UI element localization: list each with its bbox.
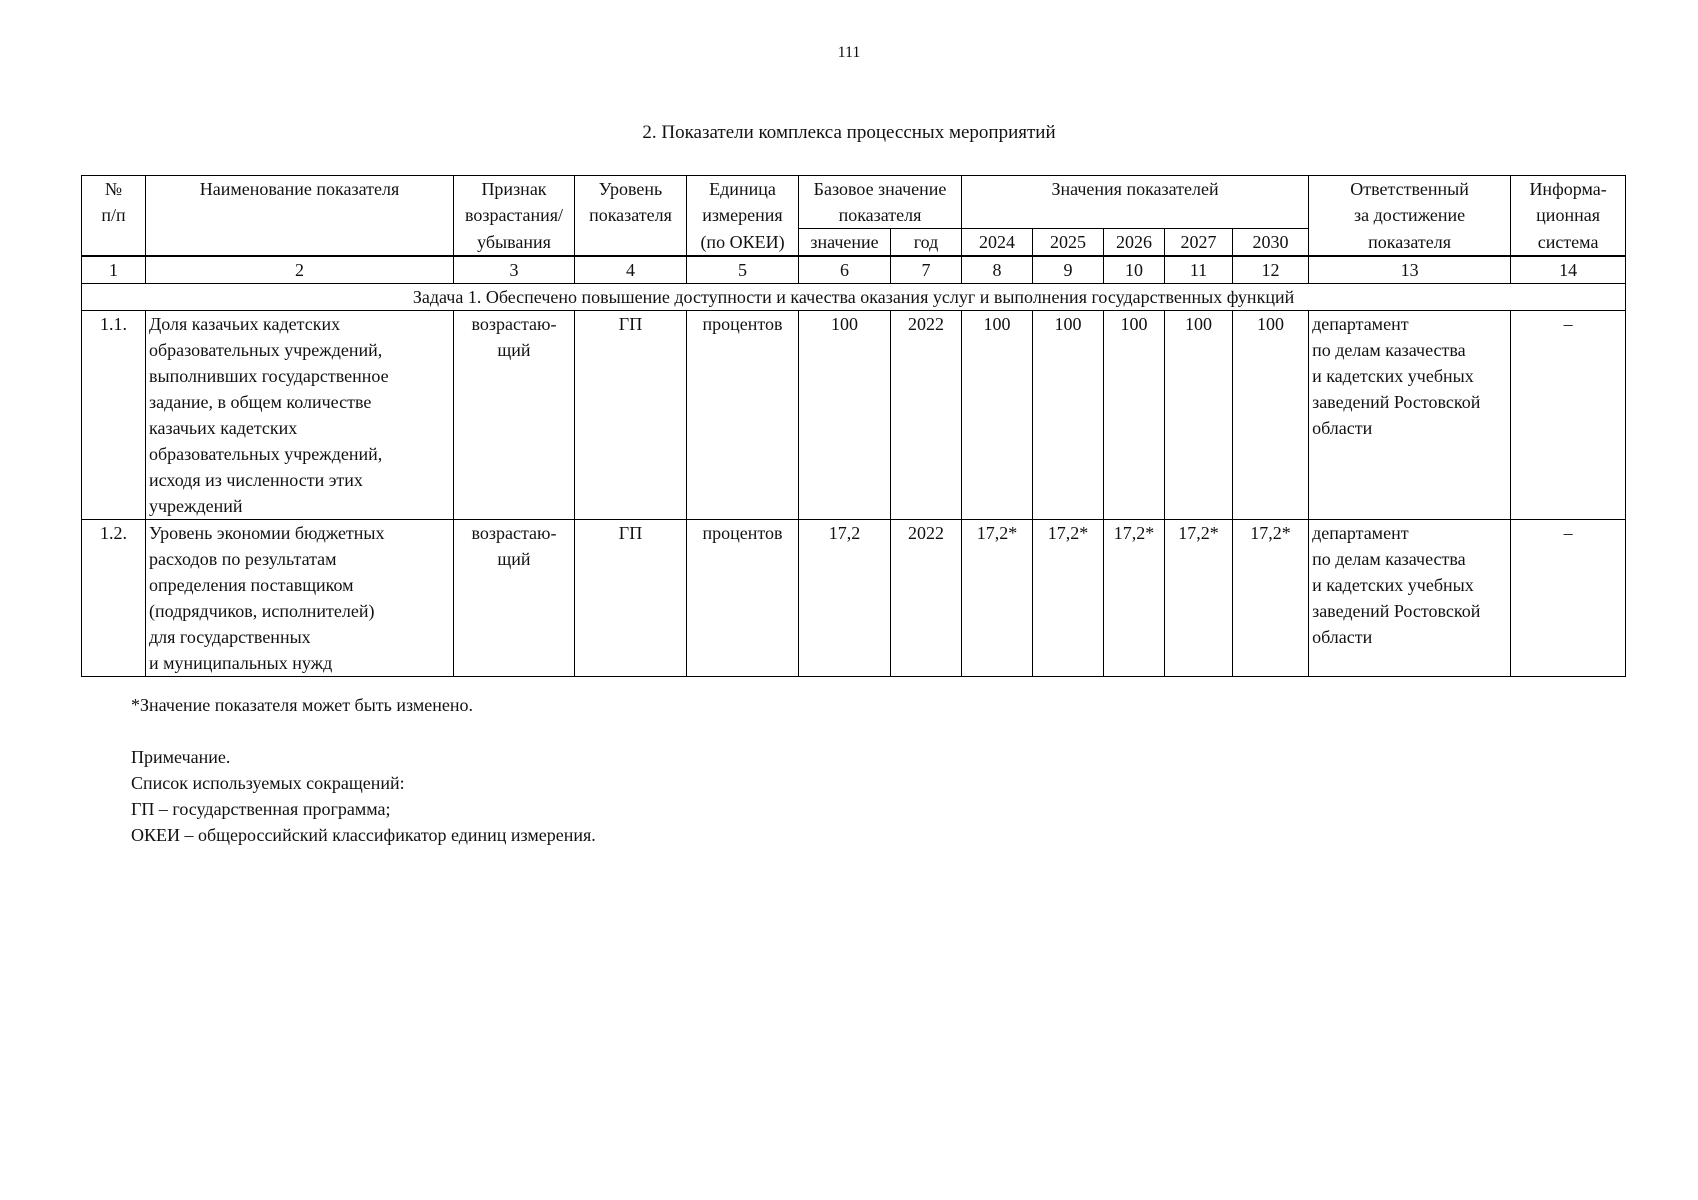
column-number: 4: [575, 256, 687, 284]
header-base-2: показателя: [799, 202, 962, 229]
header-unit: Единица: [687, 176, 799, 203]
header-base: Базовое значение: [799, 176, 962, 203]
indicator-unit: процентов: [687, 520, 799, 677]
value-2026: 17,2*: [1104, 520, 1165, 677]
column-number: 3: [454, 256, 575, 284]
base-value: 17,2: [799, 520, 891, 677]
indicator-name-line: (подрядчиков, исполнителей): [149, 601, 375, 621]
header-year-2025: 2025: [1033, 229, 1104, 257]
indicator-unit: процентов: [687, 311, 799, 520]
info-system: –: [1511, 520, 1626, 677]
responsible-line: заведений Ростовской: [1312, 601, 1481, 621]
indicator-sign-line: щий: [497, 549, 531, 569]
responsible-line: и кадетских учебных: [1312, 575, 1474, 595]
header-sign-3: убывания: [454, 229, 575, 257]
indicator-name-line: Уровень экономии бюджетных: [149, 523, 385, 543]
header-values: Значения показателей: [962, 176, 1309, 203]
abbreviation-item: ГП – государственная программа;: [131, 799, 391, 819]
indicator-name-line: для государственных: [149, 627, 311, 647]
responsible-line: области: [1312, 627, 1373, 647]
header-year-2024: 2024: [962, 229, 1033, 257]
info-system: –: [1511, 311, 1626, 520]
indicator-name-line: и муниципальных нужд: [149, 653, 333, 673]
header-name-3: [146, 229, 454, 257]
responsible-line: по делам казачества: [1312, 340, 1466, 360]
indicators-table: [81, 175, 1626, 677]
indicator-name-line: образовательных учреждений,: [149, 340, 383, 360]
header-responsible-2: за достижение: [1309, 202, 1511, 229]
header-sign: Признак: [454, 176, 575, 203]
indicator-sign-line: возрастаю-: [471, 523, 557, 543]
task-title: Задача 1. Обеспечено повышение доступности и качества оказания услуг и выполнения государственных функций: [82, 284, 1626, 311]
header-unit-3: (по ОКЕИ): [687, 229, 799, 257]
abbreviations-title: Список используемых сокращений:: [131, 773, 405, 793]
column-number: 9: [1033, 256, 1104, 284]
column-number: 8: [962, 256, 1033, 284]
header-base-value: значение: [799, 229, 891, 257]
indicator-name-line: Доля казачьих кадетских: [149, 314, 341, 334]
value-2026: 100: [1104, 311, 1165, 520]
indicator-level: ГП: [575, 311, 687, 520]
row-num: 1.2.: [82, 520, 146, 677]
header-level: Уровень: [575, 176, 687, 203]
value-2027: 100: [1165, 311, 1233, 520]
indicator-sign-line: щий: [497, 340, 531, 360]
page-title: 2. Показатели комплекса процессных мероприятий: [642, 122, 1056, 143]
value-2025: 100: [1033, 311, 1104, 520]
column-numbers-row: [82, 256, 1626, 284]
responsible-line: области: [1312, 418, 1373, 438]
header-system: Информа-: [1511, 176, 1626, 203]
header-values-2: [962, 202, 1309, 229]
indicator-name-line: определения поставщиком: [149, 575, 354, 595]
header-num: №: [82, 176, 146, 203]
header-responsible: Ответственный: [1309, 176, 1511, 203]
task-row: [82, 284, 1626, 311]
indicator-name-line: казачьих кадетских: [149, 418, 298, 438]
header-year-2030: 2030: [1233, 229, 1309, 257]
header-responsible-3: показателя: [1309, 229, 1511, 257]
responsible-line: по делам казачества: [1312, 549, 1466, 569]
base-year: 2022: [891, 311, 962, 520]
table-row: [82, 520, 1626, 677]
indicator-name-line: исходя из численности этих: [149, 470, 363, 490]
header-system-3: система: [1511, 229, 1626, 257]
column-number: 10: [1104, 256, 1165, 284]
column-number: 13: [1309, 256, 1511, 284]
indicator-sign: [454, 311, 575, 520]
note-heading: Примечание.: [131, 747, 231, 767]
responsible: [1309, 520, 1511, 677]
value-2030: 17,2*: [1233, 520, 1309, 677]
indicator-name: [146, 311, 454, 520]
column-number: 2: [146, 256, 454, 284]
responsible-line: департамент: [1312, 314, 1409, 334]
header-year-2026: 2026: [1104, 229, 1165, 257]
header-level-2: показателя: [575, 202, 687, 229]
value-2027: 17,2*: [1165, 520, 1233, 677]
value-2024: 100: [962, 311, 1033, 520]
base-value: 100: [799, 311, 891, 520]
value-2030: 100: [1233, 311, 1309, 520]
header-row-3: [82, 229, 1626, 257]
header-system-2: ционная: [1511, 202, 1626, 229]
header-sign-2: возрастания/: [454, 202, 575, 229]
base-year: 2022: [891, 520, 962, 677]
header-num-3: [82, 229, 146, 257]
indicator-level: ГП: [575, 520, 687, 677]
table-row: [82, 311, 1626, 520]
column-number: 14: [1511, 256, 1626, 284]
page-number: 111: [837, 44, 861, 61]
responsible: [1309, 311, 1511, 520]
value-2025: 17,2*: [1033, 520, 1104, 677]
footnote: *Значение показателя может быть изменено.: [131, 695, 474, 715]
responsible-line: департамент: [1312, 523, 1409, 543]
responsible-line: заведений Ростовской: [1312, 392, 1481, 412]
responsible-line: и кадетских учебных: [1312, 366, 1474, 386]
indicator-sign-line: возрастаю-: [471, 314, 557, 334]
indicator-name-line: выполнивших государственное: [149, 366, 389, 386]
header-row-2: [82, 202, 1626, 229]
header-num-2: п/п: [82, 202, 146, 229]
header-row-1: [82, 176, 1626, 203]
indicator-name: [146, 520, 454, 677]
abbreviation-item: ОКЕИ – общероссийский классификатор единиц измерения.: [131, 825, 596, 845]
column-number: 6: [799, 256, 891, 284]
indicator-sign: [454, 520, 575, 677]
header-year-2027: 2027: [1165, 229, 1233, 257]
indicator-name-line: расходов по результатам: [149, 549, 337, 569]
footnotes: [131, 692, 596, 848]
indicator-name-line: образовательных учреждений,: [149, 444, 383, 464]
column-number: 7: [891, 256, 962, 284]
header-name-2: [146, 202, 454, 229]
header-unit-2: измерения: [687, 202, 799, 229]
indicator-name-line: задание, в общем количестве: [149, 392, 372, 412]
column-number: 11: [1165, 256, 1233, 284]
value-2024: 17,2*: [962, 520, 1033, 677]
indicator-name-line: учреждений: [149, 496, 243, 516]
header-level-3: [575, 229, 687, 257]
header-name: Наименование показателя: [146, 176, 454, 203]
column-number: 1: [82, 256, 146, 284]
header-base-year: год: [891, 229, 962, 257]
row-num: 1.1.: [82, 311, 146, 520]
column-number: 12: [1233, 256, 1309, 284]
column-number: 5: [687, 256, 799, 284]
